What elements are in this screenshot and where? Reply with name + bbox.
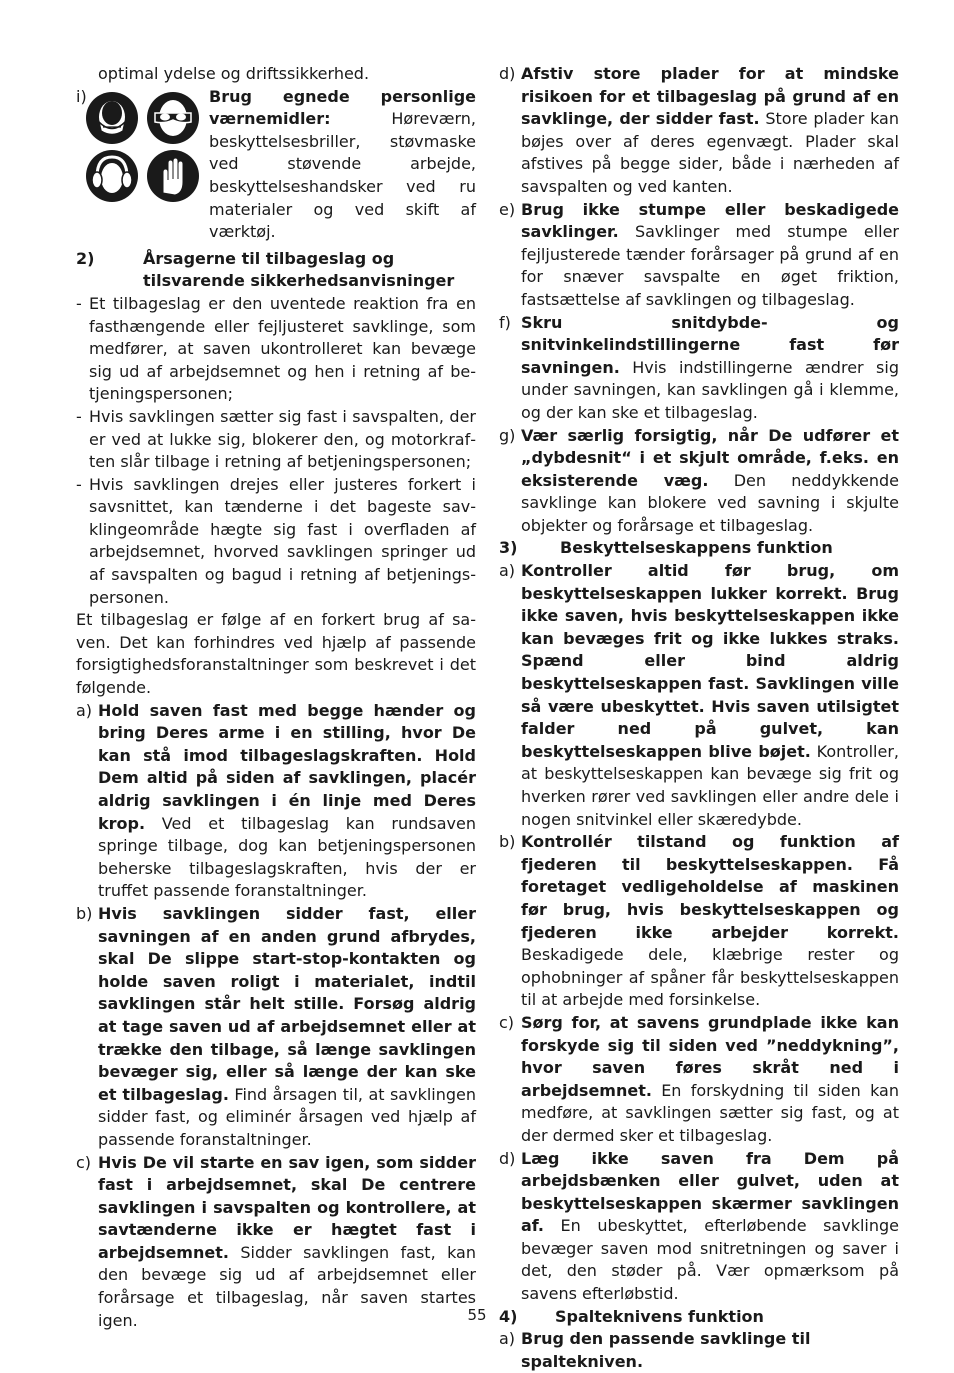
list-item-c — [499, 1012, 899, 1148]
item-label: a) — [499, 1329, 516, 1349]
dash-label: - — [76, 406, 82, 426]
item-label: b) — [76, 903, 93, 923]
ppe-item — [76, 86, 476, 244]
item-text: En ubeskyttet, efterløbende savklinge bevæger saven mod snitretningen og saver i det, den støder på. Vær opmærksom på savens efterløbstid. — [521, 1216, 899, 1304]
ppe-body: Høreværn, beskyttelsesbriller, støvmaske ved støvende arbejde, beskyttelseshandsker ved ru materialer og ved skift af værktøj. — [209, 109, 476, 242]
item-bold: Kontrollér tilstand og funktion af fjederen til beskyttelseskappen. Få foretaget vedligeholdelse af maskinen før brug, hvis beskyttelseskappen og fjederen ikke arbejder korrekt. — [521, 832, 899, 942]
item-text: Savklinger med stumpe eller fejljusterede tænder forårsager på grund af en for snæver savspalte en øget friktion, fastsættelse af savklingen og tilbageslag. — [521, 222, 899, 309]
item-label: b) — [499, 832, 516, 852]
section-3-heading — [499, 537, 899, 560]
item-bold: Brug den passende savklinge til spaltekniven. — [521, 1329, 811, 1371]
list-item-d — [499, 63, 899, 199]
section-number: 2) — [76, 248, 95, 268]
item-bold: Hvis savklingen sidder fast, eller savningen af en anden grund afbrydes, skal De slippe start-stop-kontakten og holde saven roligt i materialet, indtil savklingen står helt stille. Forsøg aldrig at tage saven ud af arbejdsemnet eller at trække den tilbage, så længe savklingen bevæger sig, eller så længe der kan ske et tilbageslag. — [98, 903, 476, 1104]
item-label: c) — [499, 1012, 515, 1032]
item-text: Hvis indstillingerne ændrer sig under savningen, kan savklingen gå i klemme, og der kan ske et tilbageslag. — [521, 357, 899, 422]
item-bold: Brug ikke stumpe eller beskadigede savklinger. — [521, 199, 899, 242]
dash-item — [76, 406, 476, 474]
dash-label: - — [76, 293, 82, 313]
item-text: En forskydning til siden kan medføre, at savklingen sætter sig fast, og at der dermed sker et tilbageslag. — [521, 1080, 899, 1145]
item-text: Den neddykkende savklinge kan blokere ved savning i skjulte objekter og forårsage et tilbageslag. — [521, 470, 900, 535]
item-bold: Vær særlig forsigtig, når De udfører et „dybdesnit“ i et skjult område, f.eks. en eksisterende væg. — [521, 425, 899, 490]
item-bold: Afstiv store plader for at mindske risikoen for et tilbageslag på grund af en savklinge, der sidder fast. — [521, 64, 899, 129]
ppe-bold: Brug egnede personlige værnemidler: — [209, 86, 476, 129]
safety-goggles-icon — [146, 91, 200, 145]
list-item-d — [499, 1148, 899, 1306]
ppe-text — [209, 86, 476, 244]
dash-item — [76, 474, 476, 610]
list-item-f — [499, 312, 899, 425]
item-bold: Hvis De vil starte en sav igen, som sidder fast i arbejdsemnet, skal De centrere savklingen i savspalten og kontrollere, at savtænderne ikke er hægtet fast i arbejdsemnet. — [98, 1152, 476, 1262]
item-label: c) — [76, 1152, 92, 1172]
intro-line: optimal ydelse og driftssikkerhed. — [98, 64, 370, 83]
item-bold: Skru snitdybde- og snitvinkelindstillingerne fast før savningen. — [521, 312, 899, 377]
ear-protection-icon — [85, 149, 139, 203]
dash-text: Hvis savklingen sætter sig fast i savspalten, der er ved at lukke sig, blokerer den, og motorkraften slår tilbage i retning af betjeningspersonen; — [89, 406, 476, 472]
protective-gloves-icon — [146, 149, 200, 203]
page-number: 55 — [467, 1306, 487, 1324]
kickback-paragraph: Et tilbageslag er følge af en forkert brug af saven. Det kan forhindres ved hjælp af passende forsigtighedsforanstaltninger som beskrevet i det følgende. — [76, 610, 476, 698]
item-label: d) — [499, 64, 516, 83]
list-item-b — [76, 903, 476, 1152]
dust-mask-icon — [85, 91, 139, 145]
item-label: g) — [499, 425, 516, 445]
dash-text: Et tilbageslag er den uventede reaktion fra en fasthængende eller fejljusteret savklinge, som medfører, at saven ukontrolleret kan bevæge sig ud af arbejdsemnet og hen i retning af betjeningspersonen; — [89, 293, 476, 404]
item-label: a) — [76, 700, 93, 720]
dash-item — [76, 293, 476, 406]
list-item-g — [499, 425, 899, 538]
item-text: Ved et tilbageslag kan rundsaven springe tilbage, dog kan betjeningspersonen beherske tilbageslagskraften, hvis der er truffet passende foranstaltninger. — [98, 813, 476, 901]
item-bold: Sørg for, at savens grundplade ikke kan forskyde sig til siden ved ”neddykning”, hvor saven føres skråt ned i arbejdsemnet. — [521, 1012, 899, 1100]
list-item-e — [499, 199, 899, 312]
item-label: e) — [499, 199, 516, 219]
item-text: Beskadigede dele, klæbrige rester og ophobninger af spåner får beskyttelseskappen til at arbejde med forsinkelse. — [521, 945, 899, 1010]
item-bold: Hold saven fast med begge hænder og bring Deres arme i en stilling, hvor De kan stå imod tilbageslagskraften. Hold Dem altid på siden af savklingen, placér aldrig savklingen i én linje med Deres krop. — [98, 700, 476, 833]
section-number: 4) — [499, 1306, 518, 1326]
section-title: Årsagerne til tilbageslag og tilsvarende sikkerhedsanvisninger — [143, 248, 455, 291]
item-bold: Kontroller altid før brug, om beskyttelseskappen lukker korrekt. Brug ikke saven, hvis beskyttelseskappen ikke kan bevæges frit og ikke lukkes straks. Spænd eller bind aldrig beskyttelseskappen fast. Savklingen ville så være ubeskyttet. Hvis saven utilsigtet falder ned på gulvet, kan beskyttelseskappen blive bøjet. — [521, 561, 899, 761]
list-item-a — [76, 700, 476, 903]
item-label: a) — [499, 561, 516, 581]
section-number: 3) — [499, 538, 518, 558]
item-label: i) — [76, 86, 87, 106]
item-label: f) — [499, 312, 511, 332]
item-text: Store plader kan bøjes over af deres egenvægt. Plader skal afstives på begge sider, både i nærheden af savspalten og ved kanten. — [521, 109, 900, 196]
dash-label: - — [76, 474, 82, 494]
item-text: Kontroller, at beskyttelseskappen kan bevæge sig frit og hverken rører ved savklingen eller andre dele i nogen snitvinkel eller skæredybde. — [521, 741, 899, 829]
section-title: Beskyttelseskappens funktion — [560, 538, 833, 558]
item-text: Find årsagen til, at savklingen sidder fast, og eliminér årsagen ved hjælp af passende foranstaltninger. — [98, 1084, 477, 1149]
dash-text: Hvis savklingen drejes eller justeres forkert i savsnittet, kan tænderne i det bageste savklingeområde hægte sig fast i overfladen af arbejdsemnet, hvorved savklingen springer ud af savspalten og bagud i retning af betjeningspersonen. — [89, 474, 476, 607]
left-column — [76, 63, 476, 1332]
right-column — [499, 63, 899, 1373]
section-title: Spalteknivens funktion — [555, 1306, 764, 1326]
item-bold: Læg ikke saven fra Dem på arbejdsbænken eller gulvet, uden at beskyttelseskappen skærmer savklingen af. — [521, 1148, 899, 1236]
list-item-a — [499, 560, 899, 831]
item-label: d) — [499, 1148, 516, 1168]
list-item-b — [499, 831, 899, 1012]
ppe-icons — [85, 91, 201, 203]
item-text: Sidder savklingen fast, kan den bevæge sig ud af arbejdsemnet eller forårsage et tilbageslag, når saven startes igen. — [98, 1242, 476, 1330]
section-2-heading — [76, 248, 476, 293]
